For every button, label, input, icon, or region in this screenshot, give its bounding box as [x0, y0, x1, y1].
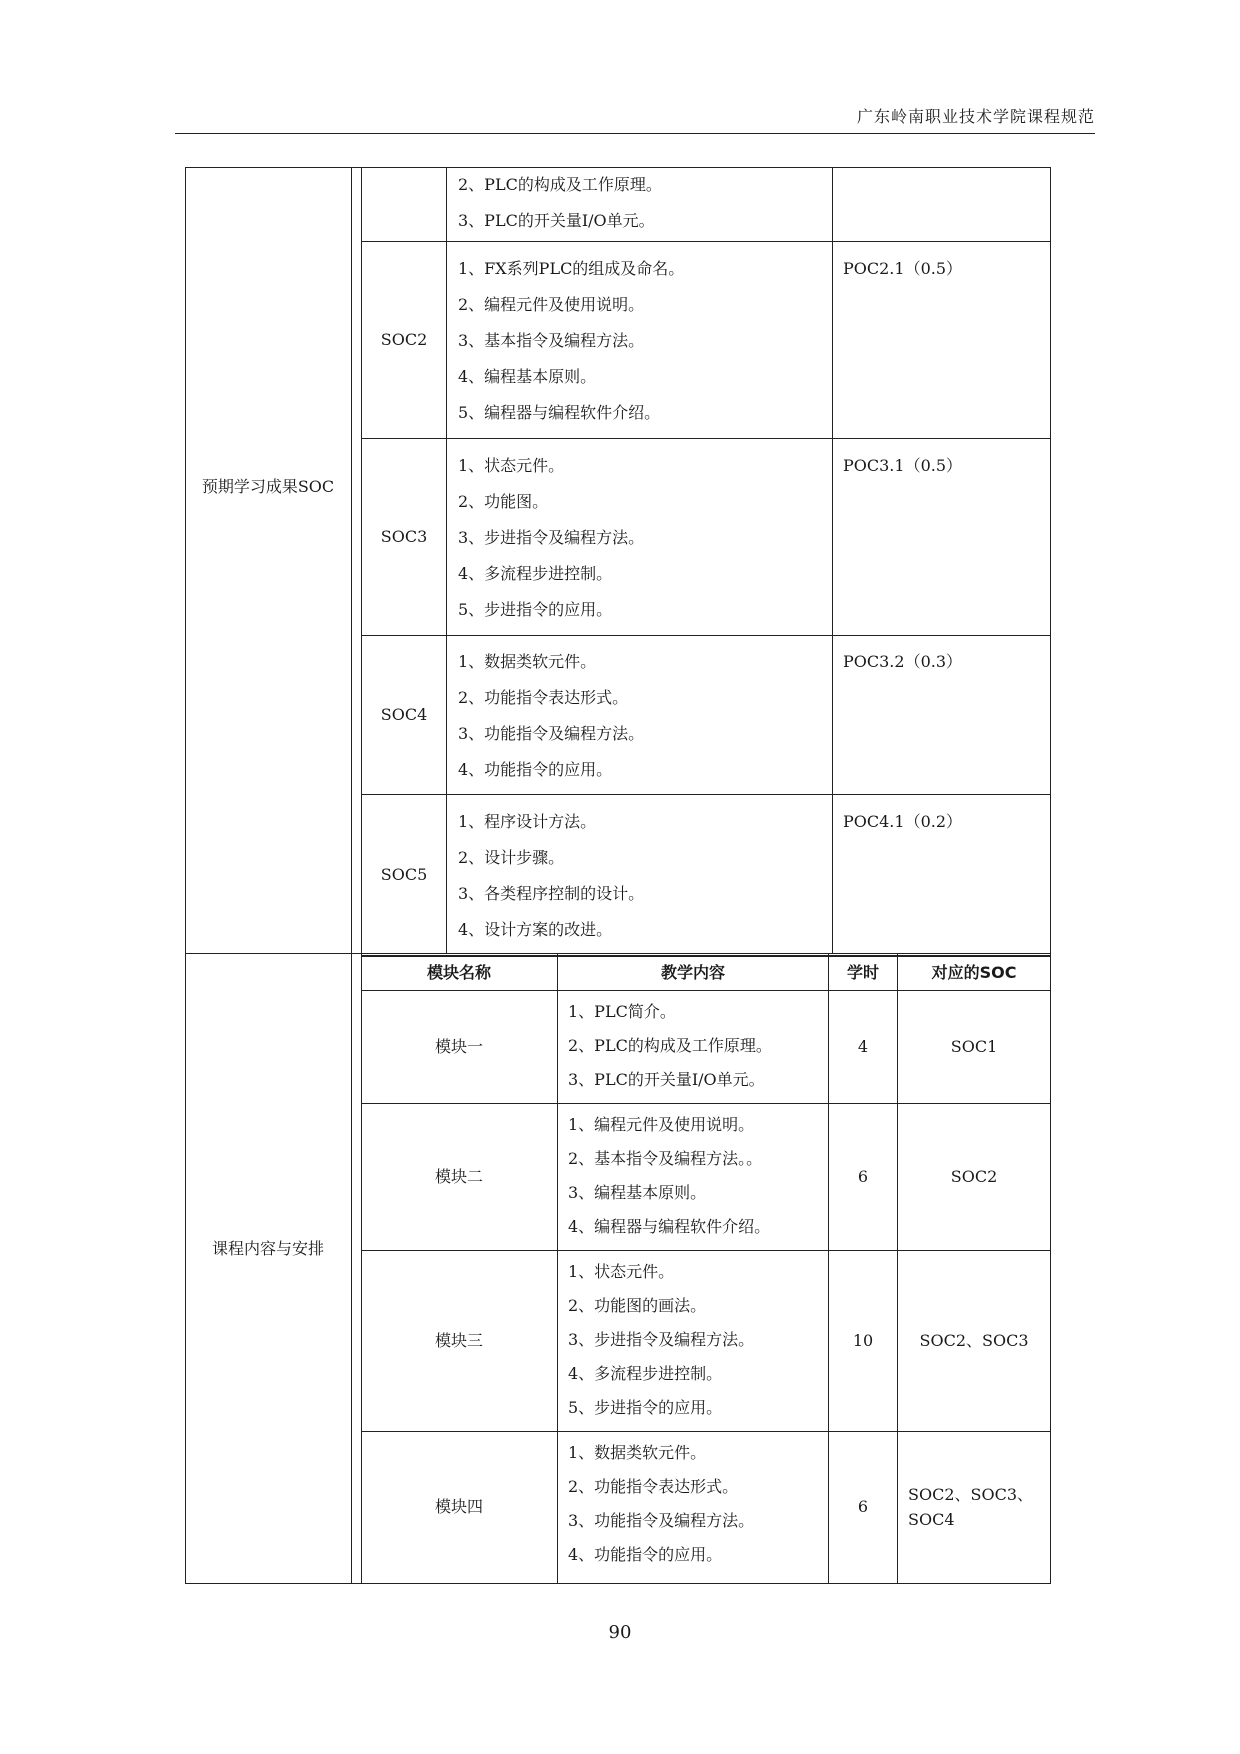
course-table	[185, 167, 1051, 1584]
table-right-border	[1050, 167, 1051, 1584]
soc-poc: POC3.1（0.5）	[843, 456, 963, 475]
course-header-line	[361, 990, 1051, 991]
module-item: 5、步进指令的应用。	[568, 1398, 723, 1417]
page-number: 90	[608, 1622, 632, 1643]
soc-row-line-2	[361, 438, 1051, 439]
soc-item: 1、程序设计方法。	[458, 812, 597, 831]
module-items	[568, 1436, 754, 1572]
module-item: 4、多流程步进控制。	[568, 1364, 723, 1383]
soc-row-line-4	[361, 794, 1051, 795]
section-divider	[185, 953, 1051, 954]
soc-item: 2、编程元件及使用说明。	[458, 295, 645, 314]
soc-poc: POC2.1（0.5）	[843, 259, 963, 278]
section-divider-bold	[361, 955, 1051, 957]
soc-item: 3、各类程序控制的设计。	[458, 884, 645, 903]
soc-item: 4、设计方案的改进。	[458, 920, 613, 939]
module-item: 3、PLC的开关量I/O单元。	[568, 1070, 765, 1089]
module-hours: 10	[852, 1331, 874, 1350]
module-name: 模块四	[434, 1497, 484, 1516]
soc-row-line-3	[361, 635, 1051, 636]
module-items	[568, 1255, 754, 1425]
module-name: 模块一	[434, 1037, 484, 1056]
soc-code: SOC4	[380, 705, 428, 724]
course-row-line-1	[361, 1103, 1051, 1104]
module-soc: SOC2	[950, 1167, 998, 1186]
course-row-line-3	[361, 1431, 1051, 1432]
soc-item: 4、功能指令的应用。	[458, 760, 613, 779]
module-item: 2、功能指令表达形式。	[568, 1477, 739, 1496]
soc-item: 1、数据类软元件。	[458, 652, 597, 671]
module-item: 1、PLC简介。	[568, 1002, 676, 1021]
soc-row-items	[458, 804, 644, 948]
course-section-label: 课程内容与安排	[211, 1239, 325, 1258]
soc-item: 3、PLC的开关量I/O单元。	[458, 211, 655, 230]
module-item: 4、编程器与编程软件介绍。	[568, 1217, 771, 1236]
soc-row-line-1	[361, 241, 1051, 242]
module-items	[568, 995, 772, 1097]
soc-item: 5、编程器与编程软件介绍。	[458, 403, 661, 422]
module-item: 1、数据类软元件。	[568, 1443, 707, 1462]
soc-section-label: 预期学习成果SOC	[201, 477, 335, 496]
soc-poc: POC4.1（0.2）	[843, 812, 963, 831]
module-soc: SOC4	[908, 1510, 955, 1529]
header-rule	[175, 133, 1095, 134]
column-header-content: 教学内容	[660, 963, 726, 982]
label-separator-b	[361, 167, 362, 1584]
module-item: 2、PLC的构成及工作原理。	[568, 1036, 772, 1055]
soc-item: 2、功能指令表达形式。	[458, 688, 629, 707]
column-header-module: 模块名称	[426, 963, 492, 982]
soc-row-items	[458, 644, 644, 788]
soc-item: 3、步进指令及编程方法。	[458, 528, 645, 547]
soc-row-items	[458, 167, 662, 239]
course-soc-col-line	[897, 954, 898, 1584]
column-header-soc: 对应的SOC	[931, 963, 1017, 982]
course-row-line-2	[361, 1250, 1051, 1251]
soc-item: 5、步进指令的应用。	[458, 600, 613, 619]
soc-item: 3、功能指令及编程方法。	[458, 724, 645, 743]
module-soc: SOC1	[950, 1037, 998, 1056]
soc-code: SOC2	[380, 330, 428, 349]
module-item: 3、功能指令及编程方法。	[568, 1511, 755, 1530]
module-item: 4、功能指令的应用。	[568, 1545, 723, 1564]
module-hours: 6	[857, 1167, 869, 1186]
soc-item: 1、状态元件。	[458, 456, 565, 475]
module-item: 3、编程基本原则。	[568, 1183, 707, 1202]
soc-item: 1、FX系列PLC的组成及命名。	[458, 259, 685, 278]
soc-item: 2、设计步骤。	[458, 848, 565, 867]
module-name: 模块二	[434, 1167, 484, 1186]
label-separator-a	[351, 167, 352, 1584]
soc-item: 2、PLC的构成及工作原理。	[458, 175, 662, 194]
module-name: 模块三	[434, 1331, 484, 1350]
table-left-border	[185, 167, 186, 1584]
soc-item: 4、多流程步进控制。	[458, 564, 613, 583]
soc-poc: POC3.2（0.3）	[843, 652, 963, 671]
module-hours: 6	[857, 1497, 869, 1516]
course-content-col-line	[557, 954, 558, 1584]
soc-code: SOC3	[380, 527, 428, 546]
soc-poc-col-line	[832, 167, 833, 953]
table-bottom-border	[185, 1583, 1051, 1584]
soc-row-items	[458, 251, 684, 431]
module-soc: SOC2、SOC3	[919, 1331, 1029, 1350]
module-item: 2、功能图的画法。	[568, 1296, 707, 1315]
module-item: 1、状态元件。	[568, 1262, 675, 1281]
column-header-hours: 学时	[846, 963, 880, 982]
soc-code: SOC5	[380, 865, 428, 884]
soc-row-items	[458, 448, 644, 628]
soc-item: 3、基本指令及编程方法。	[458, 331, 645, 350]
soc-item: 4、编程基本原则。	[458, 367, 597, 386]
module-hours: 4	[857, 1037, 869, 1056]
module-soc: SOC2、SOC3、	[908, 1485, 1034, 1504]
module-items	[568, 1108, 770, 1244]
header-title: 广东岭南职业技术学院课程规范	[856, 107, 1095, 126]
course-hours-col-line	[828, 954, 829, 1584]
soc-item: 2、功能图。	[458, 492, 549, 511]
module-item: 1、编程元件及使用说明。	[568, 1115, 755, 1134]
module-item: 2、基本指令及编程方法。。	[568, 1149, 763, 1168]
module-item: 3、步进指令及编程方法。	[568, 1330, 755, 1349]
soc-code-col-line	[446, 167, 447, 953]
